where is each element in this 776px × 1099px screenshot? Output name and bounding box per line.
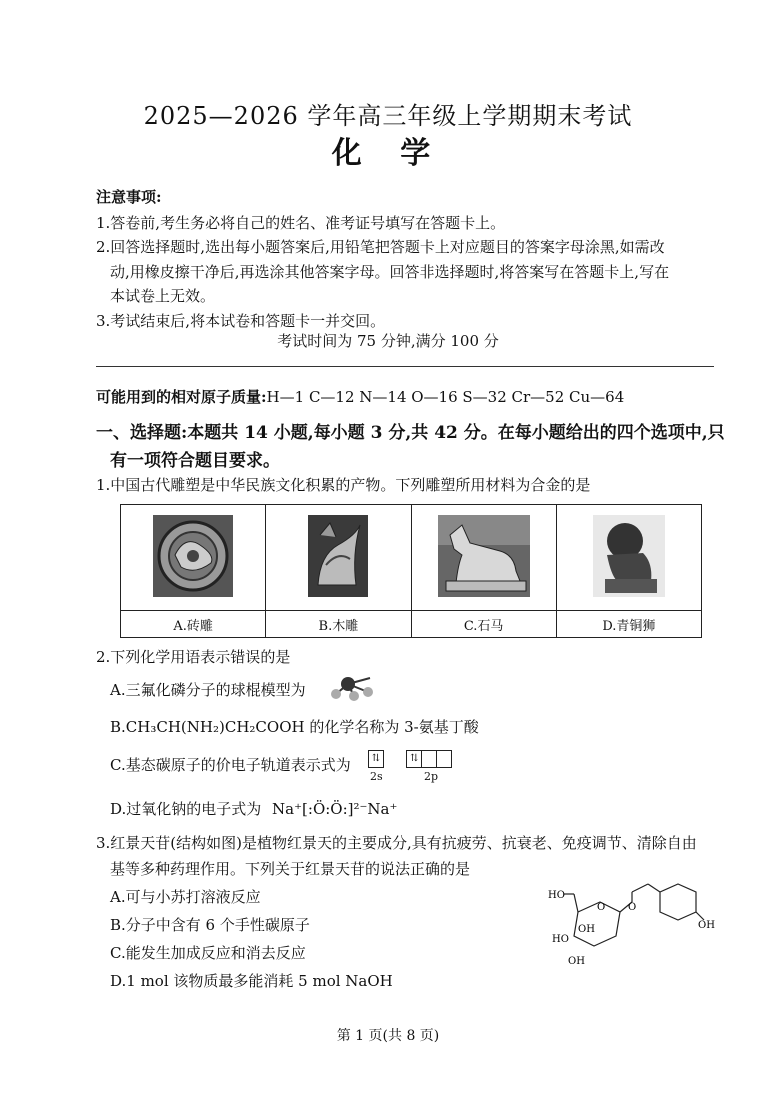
q1-option-b: B.木雕	[266, 611, 411, 638]
orbital-2p-box-2	[421, 750, 437, 768]
q1-option-a: A.砖雕	[121, 611, 266, 638]
orbital-2p-box-3	[436, 750, 452, 768]
structure-label-oh-1: OH	[698, 920, 715, 931]
structure-label-ho-2: HO	[552, 934, 569, 945]
q2-option-d	[110, 802, 397, 817]
orbital-2s-label: 2s	[370, 770, 383, 783]
bronze-lion-image	[581, 515, 677, 597]
divider	[96, 366, 714, 367]
q2-option-a: A.三氟化磷分子的球棍模型为	[110, 681, 306, 699]
q2-stem: 2.下列化学用语表示错误的是	[96, 648, 291, 666]
atomic-masses-label: 可能用到的相对原子质量:	[96, 388, 267, 406]
q2-option-b: B.CH₃CH(NH₂)CH₂COOH 的化学名称为 3-氨基丁酸	[110, 718, 479, 736]
exam-title: 2025—2026 学年高三年级上学期期末考试	[143, 102, 633, 130]
structure-label-oh-2: OH	[578, 924, 595, 935]
salidroside-structure	[548, 880, 724, 970]
notice-item-2-line1: 2.回答选择题时,选出每小题答案后,用铅笔把答题卡上对应题目的答案字母涂黑,如需改	[96, 238, 665, 256]
notice-item-3: 3.考试结束后,将本试卷和答题卡一并交回。	[96, 312, 386, 330]
q1-option-c: C.石马	[411, 611, 556, 638]
brick-carving-image	[145, 515, 241, 597]
notice-item-1: 1.答卷前,考生务必将自己的姓名、准考证号填写在答题卡上。	[96, 214, 506, 232]
orbital-2s-box: ⇅	[368, 750, 384, 768]
q3-option-b: B.分子中含有 6 个手性碳原子	[110, 916, 310, 934]
atomic-masses	[96, 390, 624, 405]
q3-option-c: C.能发生加成反应和消去反应	[110, 944, 306, 962]
q1-stem: 1.中国古代雕塑是中华民族文化积累的产物。下列雕塑所用材料为合金的是	[96, 476, 591, 494]
section-1-heading-cont: 有一项符合题目要求。	[110, 451, 280, 471]
svg-text:O: O	[628, 902, 637, 913]
section-1-heading: 一、选择题:本题共 14 小题,每小题 3 分,共 42 分。在每小题给出的四个选项中,只	[96, 423, 725, 443]
orbital-2p-label: 2p	[424, 770, 439, 783]
exam-time: 考试时间为 75 分钟,满分 100 分	[277, 332, 499, 350]
notice-heading: 注意事项:	[96, 188, 162, 206]
q3-stem-line1: 3.红景天苷(结构如图)是植物红景天的主要成分,具有抗疲劳、抗衰老、免疫调节、清除自由	[96, 834, 697, 852]
q3-option-a: A.可与小苏打溶液反应	[110, 888, 261, 906]
structure-label-oh-3: OH	[568, 956, 585, 967]
notice-item-2-line2: 动,用橡皮擦干净后,再选涂其他答案字母。回答非选择题时,将答案写在答题卡上,写在	[110, 263, 670, 281]
q1-option-d: D.青铜狮	[556, 611, 701, 638]
notice-item-2-line3: 本试卷上无效。	[110, 287, 216, 305]
page-footer: 第 1 页(共 8 页)	[336, 1028, 440, 1044]
q3-stem-line2: 基等多种药理作用。下列关于红景天苷的说法正确的是	[110, 860, 471, 878]
structure-label-ho-1: HO	[548, 890, 565, 901]
q2-option-c: C.基态碳原子的价电子轨道表示式为	[110, 756, 351, 774]
carbon-orbital-diagram	[368, 748, 452, 768]
wood-carving-image	[290, 515, 386, 597]
svg-text:O: O	[597, 902, 606, 913]
atomic-masses-values: H—1 C—12 N—14 O—16 S—32 Cr—52 Cu—64	[266, 388, 625, 406]
subject-title: 化 学	[331, 136, 445, 171]
orbital-2p-box-1: ⇅	[406, 750, 422, 768]
pf3-ball-stick-model	[330, 672, 376, 702]
stone-horse-image	[436, 515, 532, 597]
na2o2-electron-formula: Na⁺[:Ö:Ö:]²⁻Na⁺	[272, 800, 398, 818]
q1-options-table	[120, 504, 702, 638]
q3-option-d: D.1 mol 该物质最多能消耗 5 mol NaOH	[110, 972, 393, 990]
q2-option-d-text: D.过氧化钠的电子式为	[110, 800, 262, 818]
